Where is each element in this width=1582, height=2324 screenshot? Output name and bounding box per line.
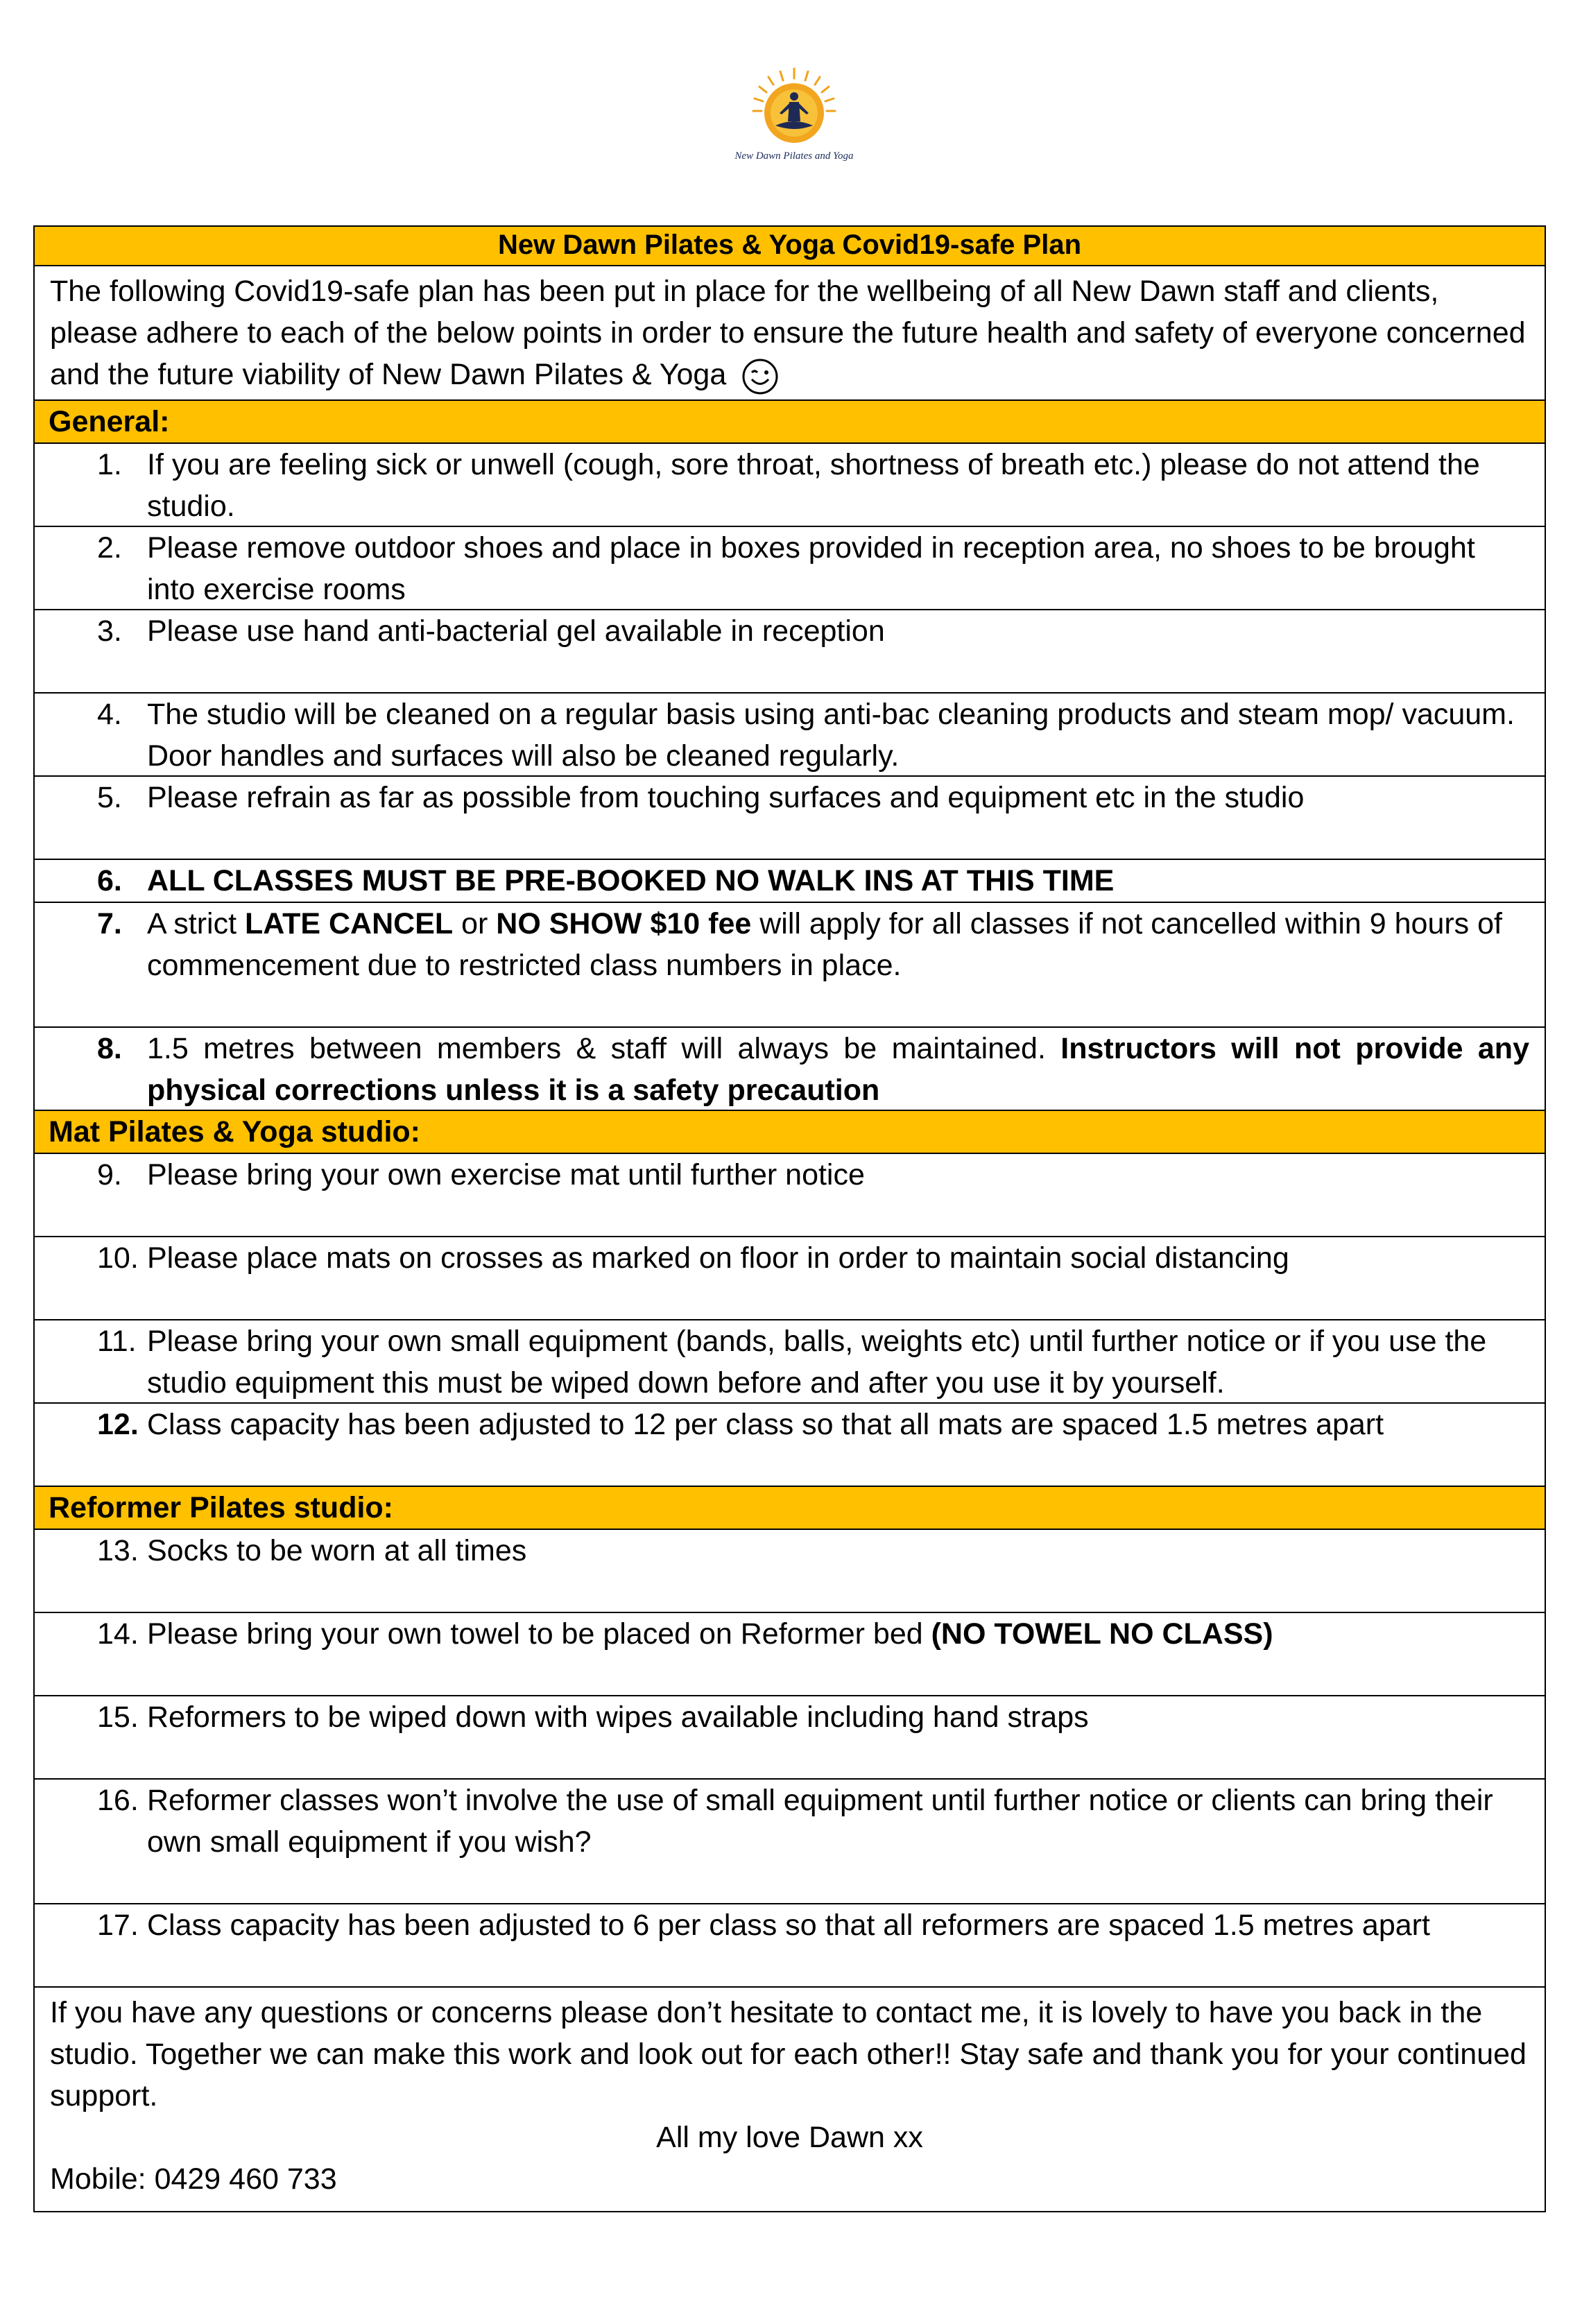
list-item [35, 1530, 1545, 1613]
section-reformer-studio: Reformer Pilates studio: [35, 1487, 1545, 1530]
list-item [35, 1696, 1545, 1780]
closing-paragraph: If you have any questions or concerns please don’t hesitate to contact me, it is lovely to have you back in the studio. Together we can make this work and look out for each other!! Stay safe and thank you for your continued support. [50, 1996, 1527, 2112]
plan-title: New Dawn Pilates & Yoga Covid19-safe Plan [35, 227, 1545, 266]
item-text [147, 1028, 1529, 1110]
item-text: Please bring your own small equipment (bands, balls, weights etc) until further notice or if you use the studio equipment this must be wiped down before and after you use it by yourself. [147, 1325, 1487, 1400]
item-bold-text: LATE CANCEL [244, 907, 454, 940]
item-text-part: A strict [147, 907, 245, 940]
list-item [35, 1320, 1545, 1404]
item-number: 13. [97, 1534, 139, 1567]
list-item [35, 860, 1545, 903]
item-text [147, 860, 1529, 902]
section-general: General: [35, 401, 1545, 444]
item-text: If you are feeling sick or unwell (cough, sore throat, shortness of breath etc.) please do not attend the studio. [147, 448, 1480, 523]
list-item [35, 1613, 1545, 1696]
item-number: 5. [97, 781, 122, 814]
intro-text [35, 266, 1545, 401]
list-item [35, 444, 1545, 527]
item-text: Reformers to be wiped down with wipes available including hand straps [147, 1701, 1089, 1734]
item-number: 1. [97, 448, 122, 481]
list-item [35, 1904, 1545, 1988]
list-item [35, 694, 1545, 777]
section-mat-studio: Mat Pilates & Yoga studio: [35, 1111, 1545, 1154]
sun-meditation-logo-icon [749, 66, 839, 149]
item-bold-text: Instructors will not provide any physical corrections unless it is a safety precaution [147, 1032, 1529, 1107]
item-number: 12. [97, 1408, 139, 1441]
item-text: Please remove outdoor shoes and place in boxes provided in reception area, no shoes to be brought into exercise rooms [147, 531, 1475, 606]
item-number: 8. [97, 1032, 122, 1065]
signoff: All my love Dawn xx [656, 2121, 923, 2154]
list-item [35, 1404, 1545, 1487]
item-text-part: Please bring your own towel to be placed on Reformer bed [147, 1617, 931, 1651]
list-item [35, 1154, 1545, 1237]
mobile-number: Mobile: 0429 460 733 [50, 2162, 337, 2196]
list-item [35, 1780, 1545, 1904]
item-bold-text: ALL CLASSES MUST BE PRE-BOOKED NO WALK INS AT THIS TIME [147, 864, 1115, 897]
item-number: 14. [97, 1617, 139, 1651]
wink-emoji-icon [741, 358, 779, 395]
item-text [147, 1613, 1529, 1695]
item-text-part: will apply for all classes if not cancelled within 9 hours of commencement due to restricted class numbers in place. [147, 907, 1502, 982]
item-text: Class capacity has been adjusted to 12 per class so that all mats are spaced 1.5 metres apart [147, 1408, 1384, 1441]
list-item [35, 903, 1545, 1028]
plan-table [33, 225, 1546, 2212]
list-item [35, 1237, 1545, 1320]
item-text: Please use hand anti-bacterial gel available in reception [147, 614, 885, 648]
logo-caption: New Dawn Pilates and Yoga [734, 150, 854, 162]
item-number: 4. [97, 698, 122, 731]
item-text: Please refrain as far as possible from touching surfaces and equipment etc in the studio [147, 781, 1305, 814]
item-number: 17. [97, 1909, 139, 1942]
item-number: 11. [97, 1325, 137, 1358]
item-text: The studio will be cleaned on a regular basis using anti-bac cleaning products and steam mop/ vacuum. Door handles and surfaces will also be cleaned regularly. [147, 698, 1515, 773]
item-text [147, 903, 1529, 1026]
closing-section [35, 1988, 1545, 2211]
item-text-part: or [453, 907, 497, 940]
item-number: 2. [97, 531, 122, 565]
item-bold-text: (NO TOWEL NO CLASS) [931, 1617, 1273, 1651]
item-number: 16. [97, 1784, 139, 1817]
item-number: 6. [97, 864, 122, 897]
item-number: 3. [97, 614, 122, 648]
item-text: Class capacity has been adjusted to 6 per class so that all reformers are spaced 1.5 metres apart [147, 1909, 1430, 1942]
item-text: Reformer classes won’t involve the use of small equipment until further notice or clients can bring their own small equipment if you wish? [147, 1784, 1493, 1859]
item-text-part: 1.5 metres between members & staff will always be maintained. [147, 1032, 1061, 1065]
list-item [35, 1028, 1545, 1111]
logo [714, 66, 874, 170]
item-number: 7. [97, 907, 122, 940]
list-item [35, 777, 1545, 860]
item-text: Please place mats on crosses as marked on floor in order to maintain social distancing [147, 1241, 1289, 1275]
item-number: 9. [97, 1158, 122, 1191]
item-number: 15. [97, 1701, 139, 1734]
item-number: 10. [97, 1241, 139, 1275]
list-item [35, 610, 1545, 694]
item-text: Socks to be worn at all times [147, 1534, 527, 1567]
intro-paragraph: The following Covid19-safe plan has been put in place for the wellbeing of all New Dawn staff and clients, please adhere to each of the below points in order to ensure the future health and safety of everyone concerned and the future viability of New Dawn Pilates & Yoga [50, 275, 1526, 391]
item-text: Please bring your own exercise mat until further notice [147, 1158, 865, 1191]
list-item [35, 527, 1545, 610]
item-bold-text: NO SHOW $10 fee [496, 907, 752, 940]
